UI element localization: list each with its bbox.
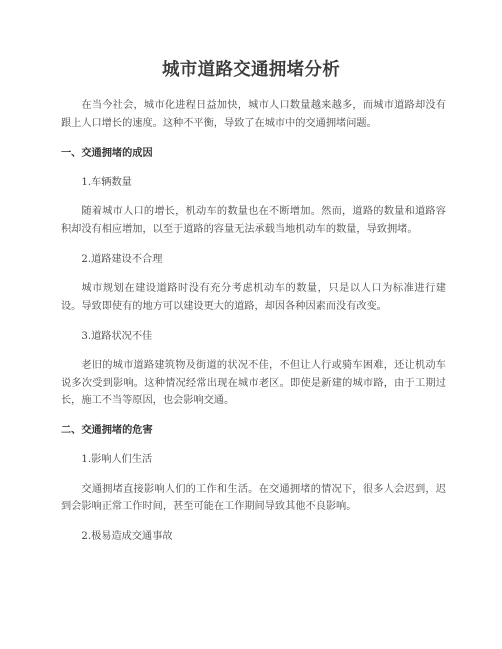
section-heading-causes: 一、交通拥堵的成因 <box>61 147 153 159</box>
intro-paragraph: 在当今社会，城市化进程日益加快，城市人口数量越来越多，而城市道路却没有跟上人口增长的速度。这种不平衡，导致了在城市中的交通拥堵问题。 <box>61 100 446 129</box>
document-body <box>61 97 446 558</box>
harm-text-daily-life: 交通拥堵直接影响人们的工作和生活。在交通拥堵的情况下，很多人会迟到，迟到会影响正常工作时间，甚至可能在工作期间导致其他不良影响。 <box>61 483 446 512</box>
cause-text-road-planning: 城市规划在建设道路时没有充分考虑机动车的数量，只是以人口为标准进行建设。导致即使有的地方可以建设更大的道路，却因各种因素而没有改变。 <box>61 283 446 312</box>
harm-title-daily-life: 1.影响人们生活 <box>81 454 153 465</box>
cause-title-road-condition: 3.道路状况不佳 <box>81 330 153 342</box>
document-title: 城市道路交通拥堵分析 <box>162 60 340 80</box>
cause-title-vehicles: 1.车辆数量 <box>81 176 132 188</box>
section-heading-harms: 二、交通拥堵的危害 <box>61 425 153 436</box>
cause-text-vehicles: 随着城市人口的增长，机动车的数量也在不断增加。然而，道路的数量和道路容积却没有相应增加，以至于道路的容量无法承载当地机动车的数量，导致拥堵。 <box>61 206 446 235</box>
cause-title-road-planning: 2.道路建设不合理 <box>81 253 163 265</box>
harm-title-accidents: 2.极易造成交通事故 <box>81 531 173 542</box>
cause-text-road-condition: 老旧的城市道路建筑物及街道的状况不佳，不但让人行或骑车困难，还让机动车说多次受到影响。这种情况经常出现在城市老区。即使是新建的城市路，由于工期过长，施工不当等原因，也会影响交通。 <box>61 360 446 406</box>
